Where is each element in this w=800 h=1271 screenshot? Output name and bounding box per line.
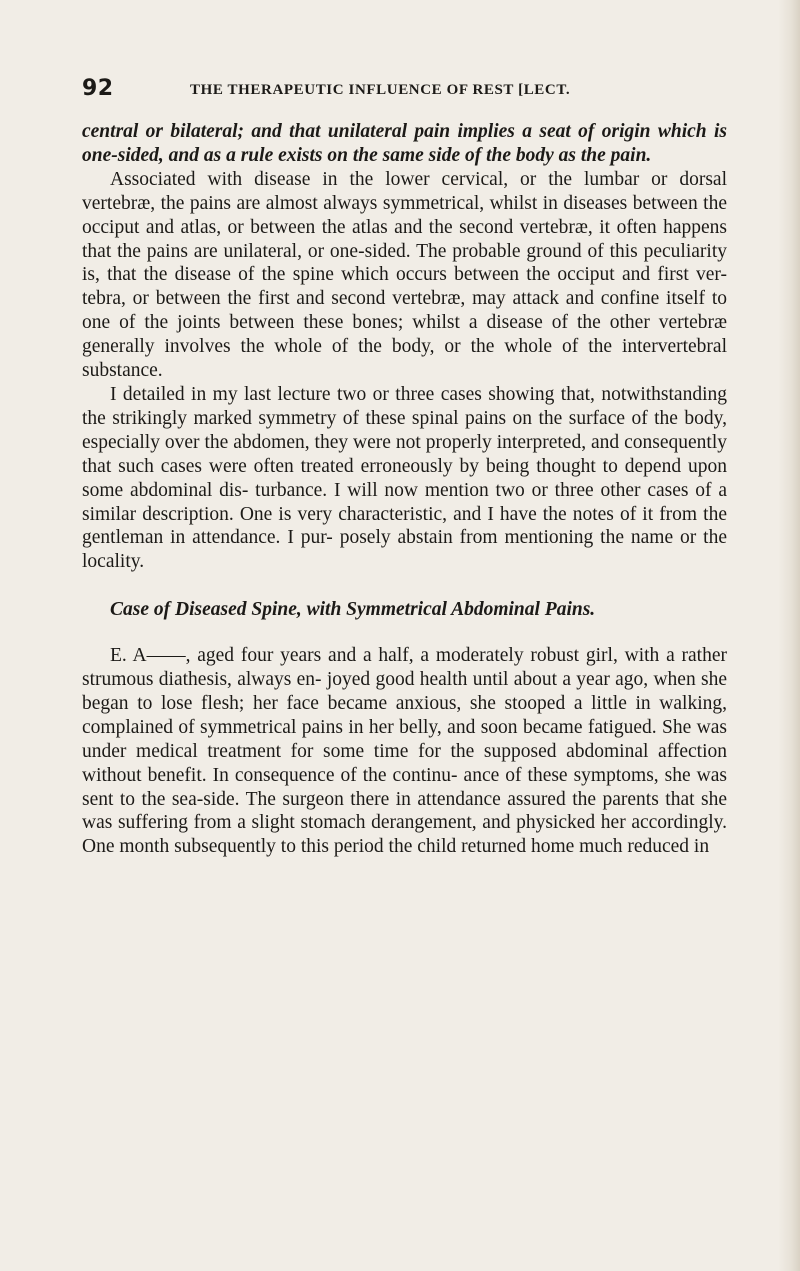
paragraph-associated: Associated with disease in the lower cervical, or the lumbar or dorsal vertebræ, the pains are almost always symmetrical, whilst in diseases between the occiput and atlas, or between the atlas and the second vertebræ, it often happens that the pains are unilateral, or one-sided. The probable ground of this peculiarity is, that the disease of the spine which occurs between the occiput and first ver- tebra, or between the first and second vertebræ, may attack and confine itself to one of the joints between these bones; whilst a disease of the other vertebræ generally involves the whole of the body, or the whole of the intervertebral substance. [82, 168, 727, 382]
page-edge-shadow [778, 0, 800, 1271]
case-heading: Case of Diseased Spine, with Symmetrical Abdominal Pains. [110, 599, 596, 621]
paragraph-italic-opening: central or bilateral; and that unilateral pain implies a seat of origin which is one-sided, and as a rule exists on the same side of the body as the pain. [82, 121, 727, 166]
running-title: THE THERAPEUTIC INFLUENCE OF REST [LECT. [190, 82, 571, 98]
page-body [82, 120, 727, 859]
paragraph-case-report: E. A——, aged four years and a half, a moderately robust girl, with a rather strumous diathesis, always en- joyed good health until about a year ago, when she began to lose flesh; her face became anxious, she stooped a little in walking, complained of symmetrical pains in her belly, and soon became fatigued. She was under medical treatment for some time for the supposed abdominal affection without benefit. In consequence of the continu- ance of these symptoms, she was sent to the sea-side. The surgeon there in attendance assured the parents that she was suffering from a slight stomach derangement, and physicked her accordingly. One month subsequently to this period the child returned home much reduced in [82, 645, 727, 858]
paragraph-detailed: I detailed in my last lecture two or three cases showing that, notwithstanding the strikingly marked symmetry of these spinal pains on the surface of the body, especially over the abdomen, they were not properly interpreted, and consequently that such cases were often treated erroneously by being thought to depend upon some abdominal dis- turbance. I will now mention two or three other cases of a similar description. One is very characteristic, and I have the notes of it from the gentleman in attendance. I pur- posely abstain from mentioning the name or the locality. [82, 383, 727, 573]
page-number: 92 [82, 76, 114, 101]
page-header [82, 76, 727, 108]
